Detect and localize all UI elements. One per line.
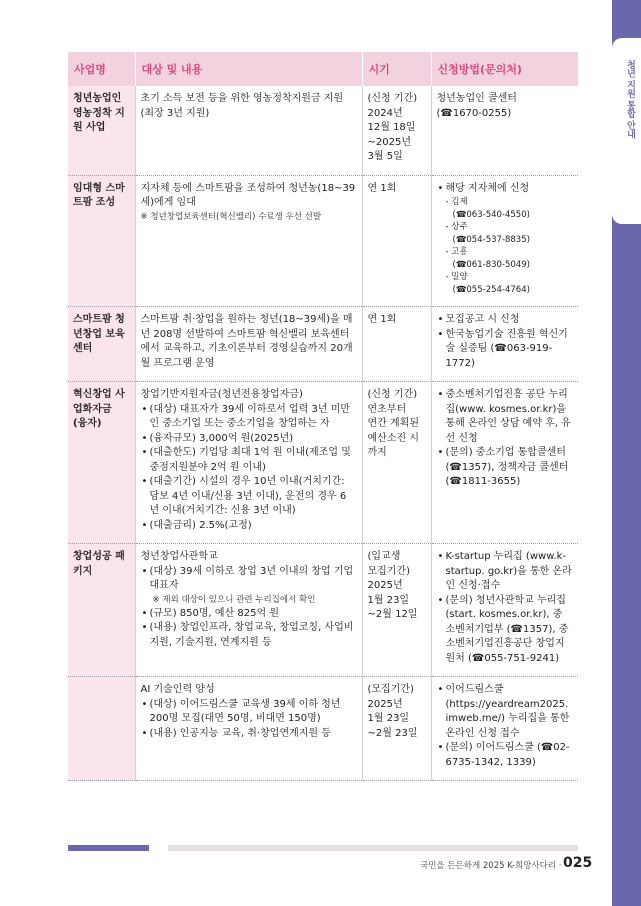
timing-line: 2024년 [367,107,403,119]
table-row [68,382,578,544]
region-phone: (☎055-254-4764) [452,284,530,295]
program-apply [431,677,578,781]
timing-line: 연초부터 [367,403,407,415]
timing-line: ~2025년 [367,136,411,148]
program-apply [431,175,578,307]
apply-item: • 모집공고 시 신청 [437,313,573,328]
region-phone: (☎061-830-5049) [452,259,530,270]
header-content: 대상 및 내용 [135,52,362,86]
table-row [68,86,578,175]
content-item: • (내용) 인공지능 교육, 취·창업연계지원 등 [141,727,356,742]
footer-accent-bar [68,845,149,851]
content-note: ※ 제외 대상이 있으니 관련 누리집에서 확인 [152,594,316,605]
timing-line: 1월 23일 [367,713,410,724]
program-content [135,382,362,544]
apply-item: • (문의) 이어드림스쿨 (☎02-6735-1342, 1339) [437,741,573,770]
program-timing [362,544,431,677]
program-timing [362,86,431,175]
content-line: 초기 소득 보전 등을 위한 영농정착지원금 지원 [140,93,344,104]
table-row [68,307,578,382]
header-program: 사업명 [68,52,135,86]
content-item: • (내용) 창업인프라, 창업교육, 창업코칭, 사업비 지원, 기술지원, 연계지원 등 [141,621,356,650]
timing-line: 모집기간) [367,565,411,577]
program-table [68,52,578,781]
content-item: • (대출기간) 시설의 경우 10년 이내(거치기간: 담보 4년 이내/신용 3년 이내), 운전의 경우 6년 이내(거치기간: 신용 3년 이내) [141,475,356,519]
content-item: • (대상) 39세 이하로 창업 3년 이내의 창업 기업 대표자 [141,565,356,594]
content-item: • (규모) 850명, 예산 825억 원 [141,607,356,622]
timing-line: (입교생 [367,551,401,562]
program-timing [362,175,431,307]
apply-item: • (문의) 청년사관학교 누리집(start. kosmes.or.kr), 중소벤처기업부 (☎1357), 중소벤처기업진흥공단 창업지원처 (☎055-751-9241) [437,594,573,667]
timing-line: ~2월 23일 [367,727,418,739]
program-timing [362,382,431,544]
table-header-row [68,52,578,86]
apply-item: • 한국농업기술 진흥원 혁신기술 실증팀 (☎063-919-1772) [437,328,573,372]
region-name: - 밀양 [445,272,468,282]
timing-line: 예산소진 시 [367,432,419,444]
program-content [135,175,362,307]
timing-line: (신청 기간) [367,93,418,104]
region-name: - 김제 [445,197,468,207]
region-name: - 상주 [445,222,468,232]
header-timing: 시기 [362,52,431,86]
content-item: • (융자규모) 3,000억 원(2025년) [141,432,356,447]
timing-line: 연간 계획된 [367,418,419,429]
region-phone: (☎063-540-4550) [452,209,530,220]
program-name: 청년농업인 영농정착 지원 사업 [68,86,135,175]
content-main: 지자체 등에 스마트팜을 조성하여 청년농(18~39세)에게 임대 [140,182,356,208]
program-content [135,677,362,781]
program-name: 혁신창업 사업화자금 (융자) [68,382,135,544]
table-row [68,677,578,781]
program-content [135,544,362,677]
program-content [135,86,362,175]
content-item: • (대출금리) 2.5%(고정) [141,519,356,534]
program-name [68,677,135,781]
apply-line: (☎1670-0255) [436,107,512,119]
content-item: • (대상) 이어드림스쿨 교육생 39세 이하 청년 200명 모집(대면 50명, 비대면 150명) [141,698,356,727]
program-name: 임대형 스마트팜 조성 [68,175,135,307]
content-title: 창업기반지원자금(청년전용창업자금) [140,389,303,400]
timing-line: (모집기간) [367,684,414,695]
content-title: AI 기술인력 양성 [140,684,215,695]
content-line: (최장 3년 지원) [140,107,210,119]
content-item: • (대출한도) 기업당 최대 1억 원 이내(제조업 및 중점지원분야 2억 원 이내) [141,446,356,475]
page-number: 025 [563,855,593,871]
program-timing [362,677,431,781]
program-apply [431,544,578,677]
apply-item: • 해당 지자체에 신청 [437,182,573,197]
timing-line: 연 1회 [367,182,397,194]
program-timing [362,307,431,382]
apply-line: 청년농업인 콜센터 [436,93,517,104]
content-item: • (대상) 대표자가 39세 이하로서 업력 3년 미만인 중소기업 또는 중소기업을 창업하는 자 [141,403,356,432]
program-apply [431,307,578,382]
timing-line: 2025년 [367,580,403,591]
footer-title: 국민을 든든하게 2025 K-희망사다리 · [420,861,562,871]
region-phone: (☎054-537-8835) [452,234,530,245]
apply-item: • 중소벤처기업진흥 공단 누리집(www. kosmes.or.kr)을 통해 온라인 상담 예약 후, 유선 신청 [437,388,573,446]
timing-line: 연 1회 [367,314,397,325]
apply-item: • (문의) 중소기업 통합콜센터 (☎1357), 정책자금 콜센터 (☎1811-3655) [437,446,573,490]
footer-divider [168,845,578,851]
side-tab-label: 청년 지원 통합 안내 [625,60,635,139]
timing-line: ~2월 12일 [367,609,418,620]
content-main: 스마트팜 취·창업을 원하는 청년(18~39세)을 매년 208명 선발하여 스마트팜 혁신밸리 보육센터에서 교육하고, 기초이론부터 경영실습까지 20개월 프로그램 운영 [140,314,353,369]
content-note: ※ 청년창업보육센터(혁신밸리) 수료생 우선 선발 [140,211,322,222]
program-name: 스마트팜 청년창업 보육센터 [68,307,135,382]
timing-line: 까지 [367,447,387,458]
program-name: 창업성공 패키지 [68,544,135,677]
timing-line: 12월 18일 [367,122,416,133]
program-content [135,307,362,382]
program-apply [431,86,578,175]
apply-item: • K-startup 누리집 (www.k-startup. go.kr)을 통한 온라인 신청·접수 [437,550,573,594]
content-title: 청년창업사관학교 [140,551,218,562]
table-row [68,544,578,677]
timing-line: 3월 5일 [367,151,403,162]
apply-item: • 이어드림스쿨 (https://yeardream2025. imweb.me/) 누리집을 통한 온라인 신청 접수 [437,683,573,741]
timing-line: 1월 23일 [367,594,410,606]
region-name: - 고흥 [445,247,468,257]
program-apply [431,382,578,544]
table-row [68,175,578,307]
header-apply: 신청방법(문의처) [431,52,578,86]
timing-line: (신청 기간) [367,389,418,400]
timing-line: 2025년 [367,698,403,710]
